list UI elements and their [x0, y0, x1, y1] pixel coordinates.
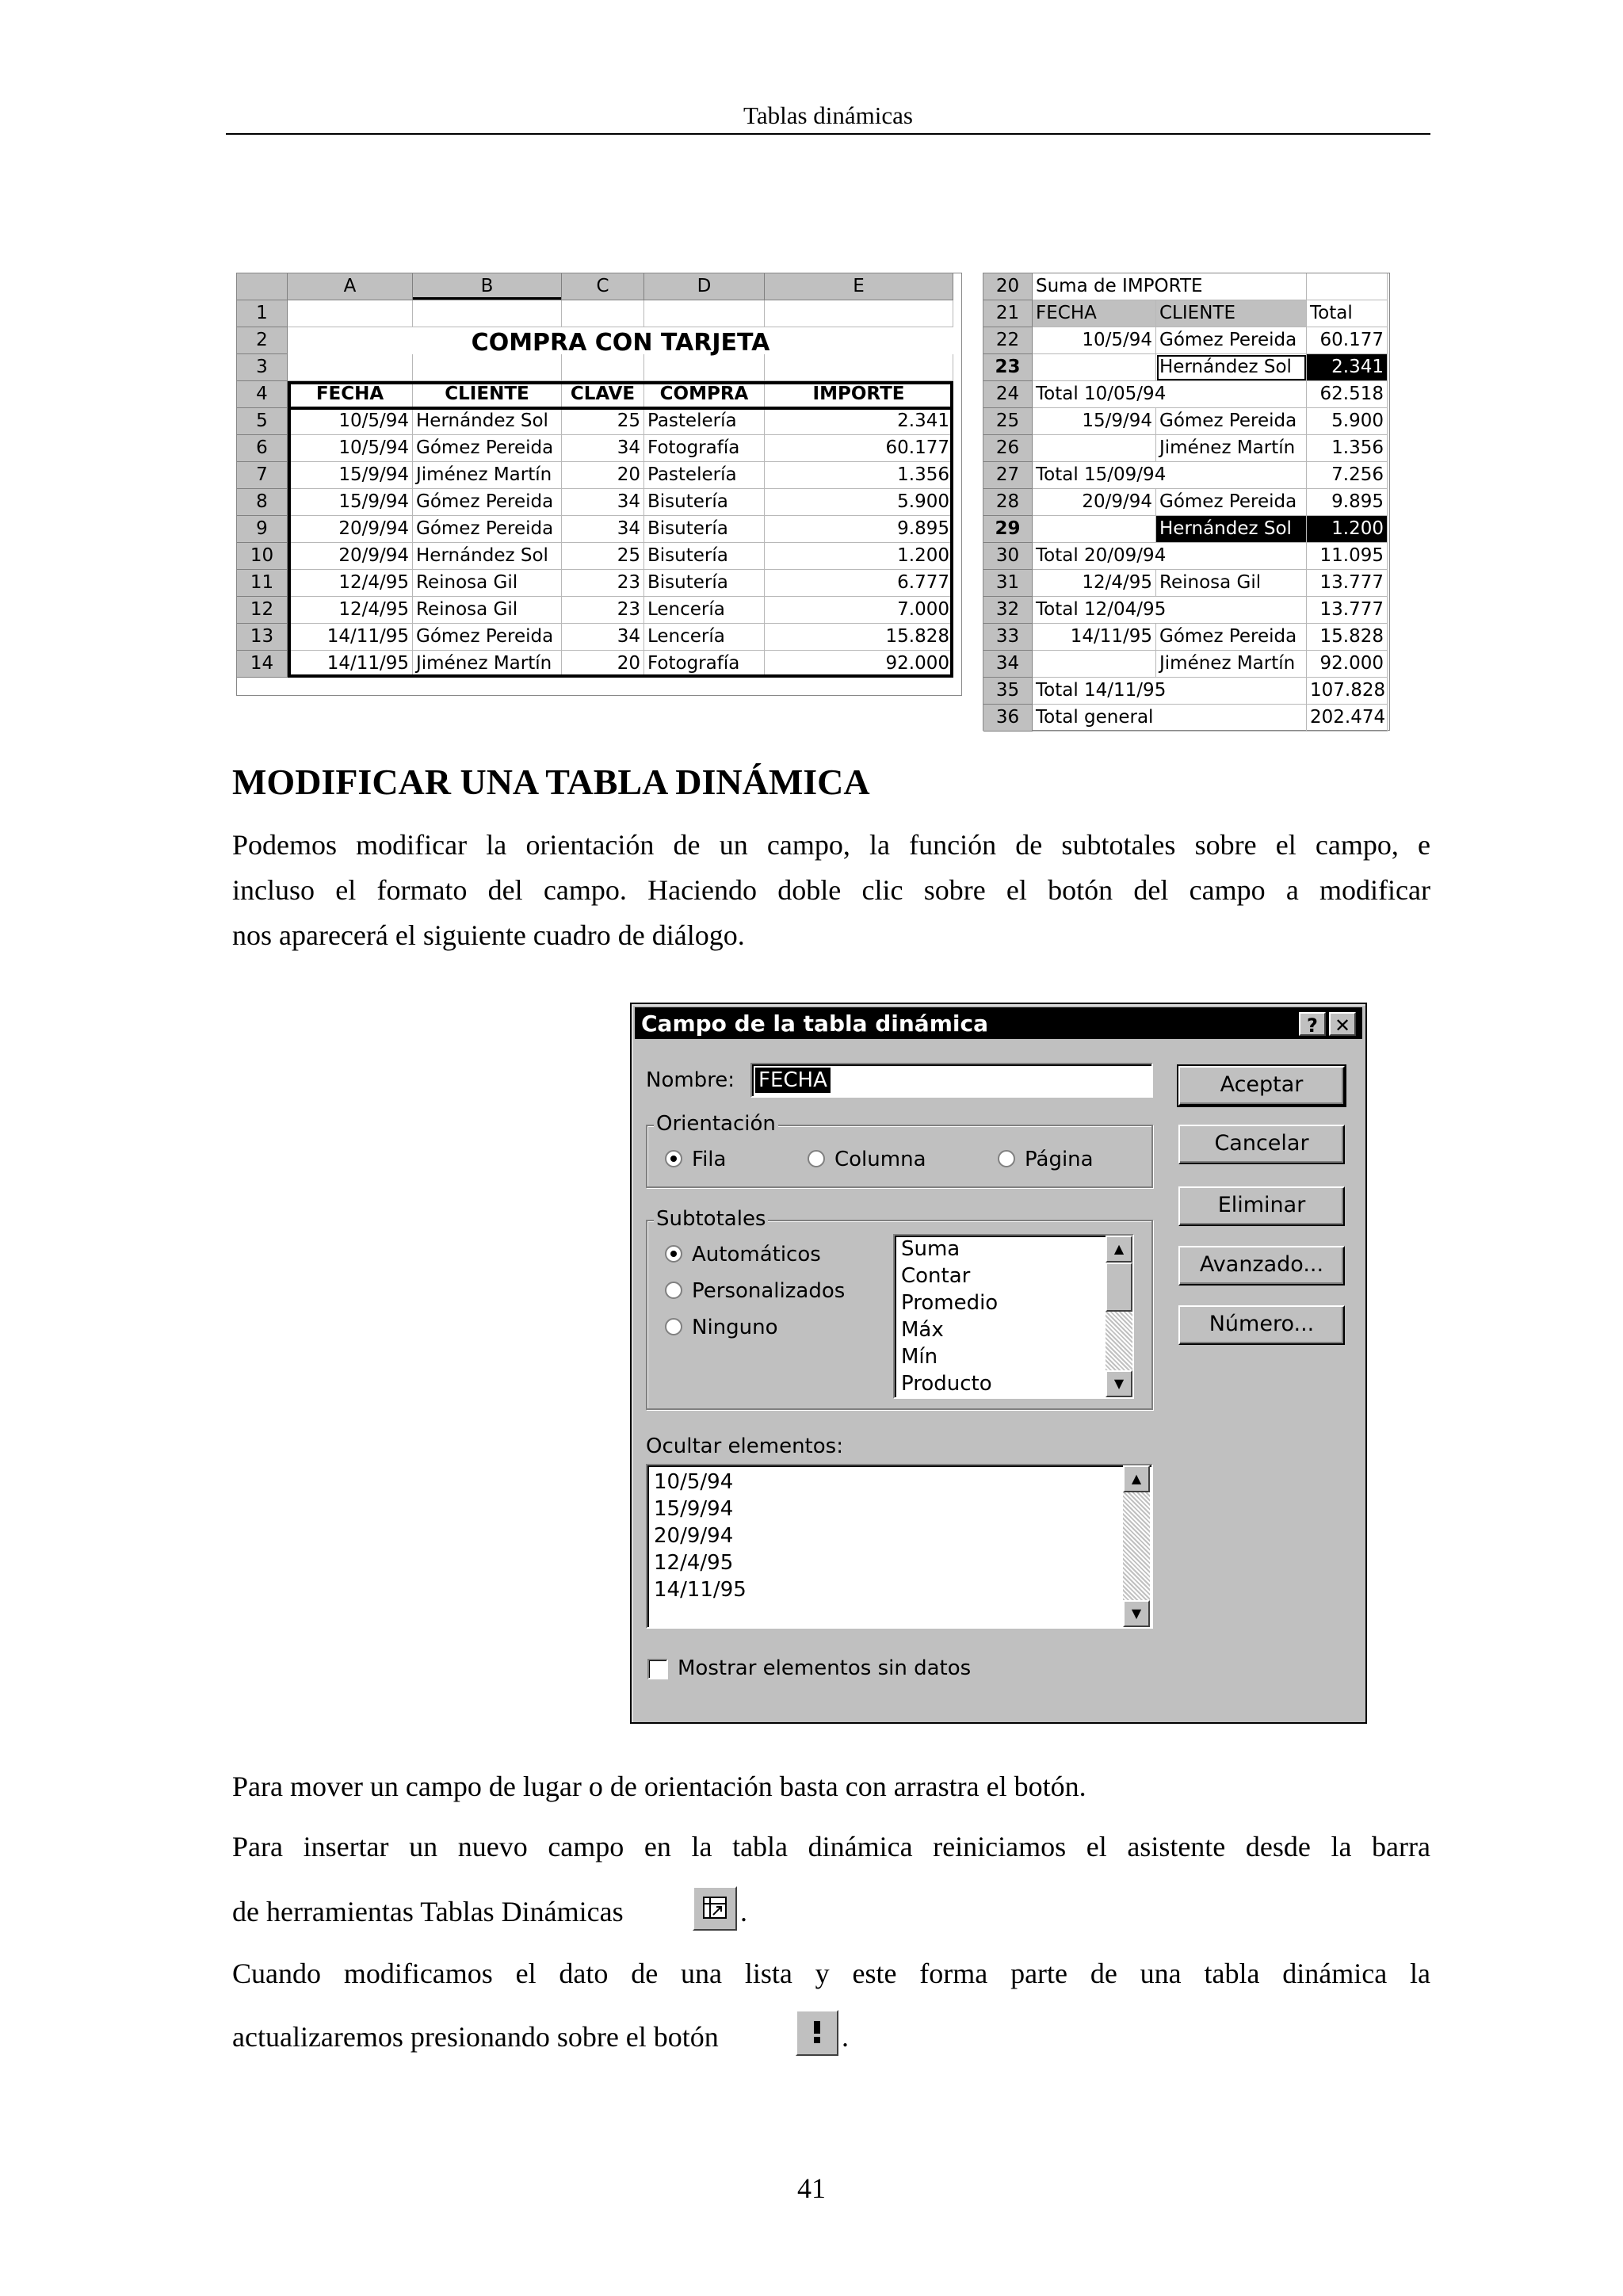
cell[interactable] [765, 300, 953, 327]
pivot-total-cell[interactable]: 9.895 [1307, 489, 1388, 516]
spreadsheet-purchases [236, 273, 962, 696]
name-input[interactable] [750, 1063, 1153, 1098]
pivot-wizard-icon[interactable] [693, 1886, 737, 1931]
pivot-total-cell[interactable]: 11.095 [1307, 543, 1388, 570]
hide-item[interactable]: 10/5/94 [654, 1470, 734, 1494]
row-header[interactable]: 24 [983, 381, 1033, 408]
radio-pagina-label[interactable]: Página [1025, 1148, 1094, 1171]
cell[interactable] [288, 300, 413, 327]
insert-paragraph [232, 1824, 1430, 1870]
row-header[interactable]: 25 [983, 408, 1033, 435]
row-header[interactable]: 33 [983, 624, 1033, 651]
sheet-title[interactable]: COMPRA CON TARJETA [471, 329, 770, 357]
intro-line-2: incluso el formato del campo. Haciendo doble clic sobre el botón del campo a modificar [232, 874, 1430, 906]
header-rule [226, 133, 1430, 135]
function-item[interactable]: Promedio [901, 1291, 999, 1315]
pivot-label-cell[interactable]: Total general [1033, 705, 1307, 732]
data-cell[interactable]: Bisutería [644, 516, 765, 543]
data-cell[interactable]: Bisutería [644, 570, 765, 597]
data-cell[interactable]: Pastelería [644, 408, 765, 435]
row-header[interactable]: 5 [237, 408, 288, 435]
refresh-data-icon-glyph [797, 2011, 837, 2054]
intro-line-3: nos aparecerá el siguiente cuadro de diálogo. [232, 919, 745, 951]
functions-scroll-up-icon[interactable]: ▲ [1106, 1236, 1132, 1263]
running-header: Tablas dinámicas [743, 101, 913, 129]
function-item[interactable]: Contar [901, 1264, 971, 1288]
pivot-row-field-cell[interactable]: FECHA [1033, 300, 1156, 327]
radio-fila-label[interactable]: Fila [692, 1148, 727, 1171]
pivot-total-cell[interactable]: 5.900 [1307, 408, 1388, 435]
pivot-label-cell[interactable]: Total 14/11/95 [1033, 678, 1307, 705]
section-heading: MODIFICAR UNA TABLA DINÁMICA [232, 762, 870, 802]
data-cell[interactable]: 34 [562, 489, 644, 516]
functions-scroll-thumb[interactable] [1106, 1263, 1132, 1312]
data-cell[interactable]: 15/9/94 [288, 462, 413, 489]
data-cell[interactable]: 12/4/95 [288, 570, 413, 597]
table-header-cell[interactable]: COMPRA [644, 381, 765, 408]
data-cell[interactable]: Hernández Sol [413, 543, 562, 570]
column-header-c[interactable]: C [562, 273, 644, 300]
radio-columna[interactable] [808, 1150, 825, 1167]
row-header[interactable]: 13 [237, 624, 288, 651]
pivot-row-field-cell[interactable] [1033, 354, 1156, 381]
pivot-total-cell[interactable]: 7.256 [1307, 462, 1388, 489]
pivot-row-field-cell[interactable] [1033, 516, 1156, 543]
data-cell[interactable]: Gómez Pereida [413, 435, 562, 462]
data-cell[interactable]: 7.000 [765, 597, 953, 624]
insert-line-2-wrap [232, 1889, 624, 1935]
row-header[interactable]: 20 [983, 273, 1033, 300]
table-header-cell[interactable]: CLIENTE [413, 381, 562, 408]
pivot-total-cell[interactable]: 62.518 [1307, 381, 1388, 408]
data-cell[interactable]: 15/9/94 [288, 489, 413, 516]
pivot-row-field-cell[interactable]: 15/9/94 [1033, 408, 1156, 435]
update-period: . [842, 2021, 849, 2053]
row-header[interactable]: 21 [983, 300, 1033, 327]
pivot-row-field-cell[interactable]: 10/5/94 [1033, 327, 1156, 354]
data-cell[interactable]: Reinosa Gil [413, 597, 562, 624]
pivot-label-cell[interactable]: Total 20/09/94 [1033, 543, 1307, 570]
cell[interactable] [562, 300, 644, 327]
cell[interactable] [644, 300, 765, 327]
name-input-value: FECHA [755, 1068, 831, 1093]
pivot-total-cell[interactable]: 13.777 [1307, 597, 1388, 624]
data-cell[interactable]: Gómez Pereida [413, 624, 562, 651]
hide-item[interactable]: 20/9/94 [654, 1524, 734, 1548]
radio-ninguno-label[interactable]: Ninguno [692, 1316, 778, 1339]
pivot-total-cell[interactable]: 107.828 [1307, 678, 1388, 705]
data-cell[interactable]: 12/4/95 [288, 597, 413, 624]
data-cell[interactable]: 25 [562, 543, 644, 570]
intro-line-1: Podemos modificar la orientación de un campo, la función de subtotales sobre el campo, e [232, 829, 1430, 861]
data-cell[interactable]: 60.177 [765, 435, 953, 462]
row-header[interactable]: 4 [237, 381, 288, 408]
data-cell[interactable]: Bisutería [644, 543, 765, 570]
data-cell[interactable]: 10/5/94 [288, 435, 413, 462]
pivot-client-cell[interactable]: Gómez Pereida [1156, 624, 1307, 651]
update-line-1: Cuando modificamos el dato de una lista y este forma parte de una tabla dinámica la [232, 1958, 1430, 1989]
pivot-label-cell[interactable]: Total 12/04/95 [1033, 597, 1307, 624]
data-cell[interactable]: Jiménez Martín [413, 651, 562, 678]
table-header-cell[interactable]: IMPORTE [765, 381, 953, 408]
pivot-total-cell[interactable]: 60.177 [1307, 327, 1388, 354]
data-cell[interactable]: 14/11/95 [288, 651, 413, 678]
pivot-row-field-cell[interactable]: 14/11/95 [1033, 624, 1156, 651]
functions-listbox[interactable] [893, 1234, 1134, 1399]
data-cell[interactable]: Hernández Sol [413, 408, 562, 435]
data-cell[interactable]: 34 [562, 516, 644, 543]
pivot-client-cell[interactable]: CLIENTE [1156, 300, 1307, 327]
cell[interactable] [413, 300, 562, 327]
function-item[interactable]: Mín [901, 1345, 938, 1369]
pivot-client-cell[interactable]: Gómez Pereida [1156, 408, 1307, 435]
data-cell[interactable]: Reinosa Gil [413, 570, 562, 597]
data-cell[interactable]: 92.000 [765, 651, 953, 678]
show-empty-checkbox[interactable] [647, 1659, 668, 1679]
pivot-client-cell[interactable]: Reinosa Gil [1156, 570, 1307, 597]
row-header[interactable]: 26 [983, 435, 1033, 462]
pivot-client-cell[interactable]: Gómez Pereida [1156, 327, 1307, 354]
pivot-total-cell[interactable]: 13.777 [1307, 570, 1388, 597]
column-header-a[interactable]: A [288, 273, 413, 300]
row-header[interactable]: 8 [237, 489, 288, 516]
pivot-total-cell[interactable]: 202.474 [1307, 705, 1388, 732]
pivot-total-cell[interactable]: 15.828 [1307, 624, 1388, 651]
pivot-total-cell[interactable]: 1.356 [1307, 435, 1388, 462]
row-header[interactable]: 29 [983, 516, 1033, 543]
column-header-d[interactable]: D [644, 273, 765, 300]
data-cell[interactable]: Lencería [644, 597, 765, 624]
row-header[interactable]: 35 [983, 678, 1033, 705]
intro-paragraph [232, 823, 1430, 958]
radio-ninguno[interactable] [665, 1318, 682, 1335]
row-header[interactable]: 27 [983, 462, 1033, 489]
function-item[interactable]: Máx [901, 1318, 944, 1342]
radio-personalizados-label[interactable]: Personalizados [692, 1279, 846, 1303]
data-cell[interactable]: Bisutería [644, 489, 765, 516]
pivot-wizard-icon-glyph [694, 1888, 735, 1929]
page-number: 41 [797, 2172, 826, 2204]
insert-line-1: Para insertar un nuevo campo en la tabla dinámica reiniciamos el asistente desde la barra [232, 1831, 1430, 1862]
pivot-field-dialog [630, 1003, 1367, 1724]
data-cell[interactable]: 9.895 [765, 516, 953, 543]
subtotals-label: Subtotales [654, 1207, 768, 1231]
insert-period: . [740, 1896, 747, 1927]
data-cell[interactable]: Gómez Pereida [413, 489, 562, 516]
row-header[interactable]: 36 [983, 705, 1033, 732]
data-cell[interactable]: 25 [562, 408, 644, 435]
number-button[interactable]: Número... [1178, 1305, 1345, 1345]
select-all-corner[interactable] [237, 273, 288, 300]
data-cell[interactable]: 20 [562, 462, 644, 489]
row-header[interactable]: 32 [983, 597, 1033, 624]
column-header-b[interactable]: B [413, 273, 562, 300]
data-cell[interactable]: 34 [562, 435, 644, 462]
hide-item[interactable]: 12/4/95 [654, 1551, 734, 1575]
row-header[interactable]: 34 [983, 651, 1033, 678]
row-header[interactable]: 14 [237, 651, 288, 678]
advanced-button[interactable]: Avanzado... [1178, 1246, 1345, 1286]
data-cell[interactable]: 14/11/95 [288, 624, 413, 651]
column-header-e[interactable]: E [765, 273, 953, 300]
data-cell[interactable]: 34 [562, 624, 644, 651]
pivot-total-cell[interactable]: 2.341 [1307, 354, 1388, 381]
dialog-titlebar[interactable] [635, 1007, 1362, 1039]
pivot-row-field-cell[interactable]: 20/9/94 [1033, 489, 1156, 516]
data-cell[interactable]: 15.828 [765, 624, 953, 651]
data-cell[interactable]: Lencería [644, 624, 765, 651]
row-header[interactable]: 3 [237, 354, 288, 381]
delete-button[interactable]: Eliminar [1178, 1186, 1345, 1226]
orientation-label: Orientación [654, 1112, 778, 1136]
data-cell[interactable]: 2.341 [765, 408, 953, 435]
pivot-row-field-cell[interactable] [1033, 651, 1156, 678]
row-header[interactable]: 30 [983, 543, 1033, 570]
hide-items-listbox[interactable] [646, 1464, 1153, 1629]
function-item[interactable]: Suma [901, 1237, 960, 1261]
pivot-total-cell[interactable]: 1.200 [1307, 516, 1388, 543]
pivot-client-cell[interactable]: Hernández Sol [1156, 354, 1307, 381]
row-header[interactable]: 6 [237, 435, 288, 462]
hide-item[interactable]: 15/9/94 [654, 1497, 734, 1521]
pivot-client-cell[interactable]: Jiménez Martín [1156, 435, 1307, 462]
data-cell[interactable]: Jiménez Martín [413, 462, 562, 489]
close-button[interactable]: ✕ [1329, 1012, 1356, 1036]
hide-scroll-down-icon[interactable]: ▼ [1123, 1600, 1150, 1627]
data-cell[interactable]: 23 [562, 570, 644, 597]
data-cell[interactable]: 1.356 [765, 462, 953, 489]
data-cell[interactable]: 20 [562, 651, 644, 678]
data-cell[interactable]: 20/9/94 [288, 516, 413, 543]
row-header[interactable]: 31 [983, 570, 1033, 597]
data-cell[interactable]: Pastelería [644, 462, 765, 489]
data-cell[interactable]: 20/9/94 [288, 543, 413, 570]
move-paragraph: Para mover un campo de lugar o de orientación basta con arrastra el botón. [232, 1771, 1086, 1802]
table-header-cell[interactable]: CLAVE [562, 381, 644, 408]
name-label: Nombre: [646, 1068, 735, 1092]
radio-pagina[interactable] [998, 1150, 1015, 1167]
hide-items-label: Ocultar elementos: [646, 1435, 843, 1458]
refresh-data-icon[interactable] [796, 2010, 838, 2056]
pivot-total-cell[interactable] [1307, 273, 1388, 300]
row-header[interactable]: 22 [983, 327, 1033, 354]
data-cell[interactable]: Fotografía [644, 435, 765, 462]
pivot-row-field-cell[interactable] [1033, 435, 1156, 462]
pivot-client-cell[interactable]: Hernández Sol [1156, 516, 1307, 543]
row-header[interactable]: 11 [237, 570, 288, 597]
pivot-total-cell[interactable]: 92.000 [1307, 651, 1388, 678]
radio-automaticos[interactable] [665, 1245, 682, 1263]
hide-scroll-up-icon[interactable]: ▲ [1123, 1465, 1150, 1492]
pivot-label-cell[interactable]: Total 10/05/94 [1033, 381, 1307, 408]
update-paragraph [232, 1951, 1430, 1996]
help-button[interactable]: ? [1299, 1012, 1326, 1036]
header-underline [288, 407, 953, 410]
radio-fila[interactable] [665, 1150, 682, 1167]
radio-columna-label[interactable]: Columna [834, 1148, 926, 1171]
row-header[interactable]: 23 [983, 354, 1033, 381]
pivot-label-cell[interactable]: Suma de IMPORTE [1033, 273, 1307, 300]
pivot-total-cell[interactable]: Total [1307, 300, 1388, 327]
row-header[interactable]: 10 [237, 543, 288, 570]
data-cell[interactable]: 23 [562, 597, 644, 624]
hide-item[interactable]: 14/11/95 [654, 1578, 747, 1602]
spreadsheet-pivot-result [983, 273, 1390, 731]
data-cell[interactable]: 10/5/94 [288, 408, 413, 435]
function-item[interactable]: Producto [901, 1372, 992, 1396]
pivot-row-field-cell[interactable]: 12/4/95 [1033, 570, 1156, 597]
row-header[interactable]: 7 [237, 462, 288, 489]
cancel-button[interactable]: Cancelar [1178, 1125, 1345, 1164]
data-cell[interactable]: Fotografía [644, 651, 765, 678]
insert-line-2: de herramientas Tablas Dinámicas [232, 1896, 624, 1927]
functions-scroll-down-icon[interactable]: ▼ [1106, 1370, 1132, 1397]
dialog-title: Campo de la tabla dinámica [641, 1010, 988, 1037]
show-empty-label[interactable]: Mostrar elementos sin datos [678, 1656, 972, 1680]
pivot-client-cell[interactable]: Jiménez Martín [1156, 651, 1307, 678]
pivot-label-cell[interactable]: Total 15/09/94 [1033, 462, 1307, 489]
radio-automaticos-label[interactable]: Automáticos [692, 1243, 821, 1266]
row-header[interactable]: 1 [237, 300, 288, 327]
data-cell[interactable]: 1.200 [765, 543, 953, 570]
update-line-2-wrap [232, 2015, 719, 2060]
update-line-2: actualizaremos presionando sobre el botón [232, 2021, 719, 2053]
row-header[interactable]: 9 [237, 516, 288, 543]
row-header[interactable]: 28 [983, 489, 1033, 516]
row-header[interactable]: 2 [237, 327, 288, 354]
data-cell[interactable]: 6.777 [765, 570, 953, 597]
pivot-client-cell[interactable]: Gómez Pereida [1156, 489, 1307, 516]
radio-personalizados[interactable] [665, 1282, 682, 1299]
data-cell[interactable]: 5.900 [765, 489, 953, 516]
row-header[interactable]: 12 [237, 597, 288, 624]
data-cell[interactable]: Gómez Pereida [413, 516, 562, 543]
table-header-cell[interactable]: FECHA [288, 381, 413, 408]
accept-button[interactable]: Aceptar [1178, 1066, 1345, 1106]
